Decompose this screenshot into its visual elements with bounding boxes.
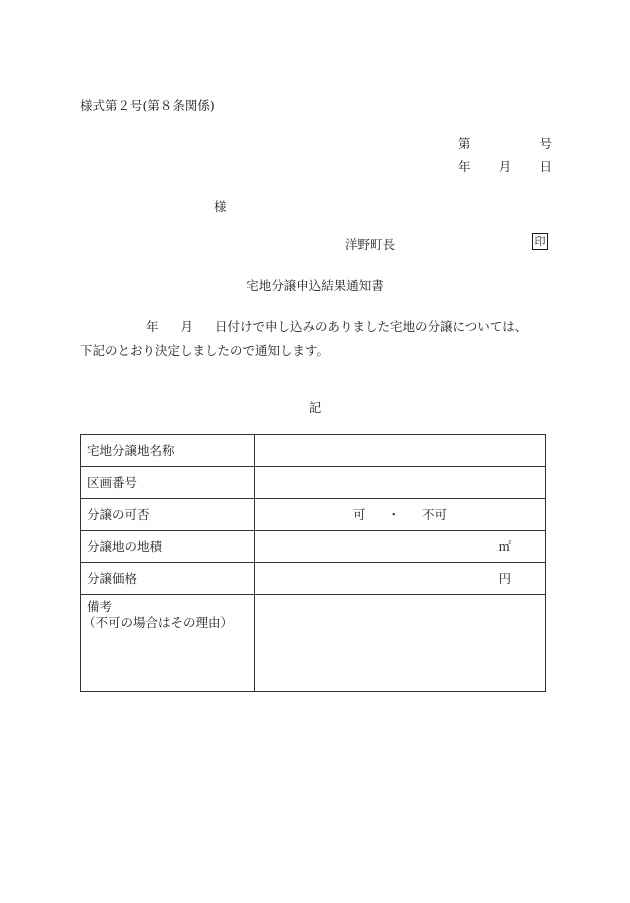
body-year: 年 — [146, 319, 159, 334]
seal-mark: 印 — [532, 233, 548, 250]
row-label-approval: 分譲の可否 — [81, 499, 255, 531]
number-prefix: 第 — [458, 136, 471, 151]
option-separator: ・ — [387, 506, 400, 522]
row-value-area[interactable] — [255, 531, 546, 563]
row-value-lot-number[interactable] — [255, 467, 546, 499]
option-approved[interactable]: 可 — [352, 506, 366, 522]
number-suffix: 号 — [539, 136, 552, 151]
date-month: 月 — [498, 159, 512, 174]
remarks-label: 備考 — [87, 599, 113, 614]
table-row — [81, 531, 546, 563]
row-value-price[interactable] — [255, 563, 546, 595]
table-row — [81, 499, 546, 531]
row-label-site-name: 宅地分譲地名称 — [81, 435, 255, 467]
row-value-remarks[interactable] — [255, 595, 546, 692]
result-table — [80, 434, 546, 692]
issuer-name: 洋野町長 — [345, 237, 396, 252]
ki-heading: 記 — [308, 400, 322, 415]
row-label-remarks — [81, 595, 255, 692]
remarks-sublabel: （不可の場合はその理由） — [83, 615, 234, 630]
area-unit: ㎡ — [498, 538, 511, 554]
body-line1-rest: 日付けで申し込みのありました宅地の分譲については、 — [215, 319, 528, 334]
row-value-approval — [255, 499, 546, 531]
price-unit: 円 — [498, 570, 511, 586]
date-year: 年 — [458, 159, 471, 174]
form-number: 様式第２号(第８条関係) — [80, 98, 215, 113]
date-day: 日 — [539, 159, 552, 174]
option-not-approved[interactable]: 不可 — [422, 506, 448, 522]
table-row — [81, 435, 546, 467]
addressee-honorific: 様 — [214, 199, 227, 214]
row-label-price: 分譲価格 — [81, 563, 255, 595]
row-value-site-name[interactable] — [255, 435, 546, 467]
issue-date-line — [458, 157, 552, 175]
table-row — [81, 563, 546, 595]
row-label-area: 分譲地の地積 — [81, 531, 255, 563]
document-title: 宅地分譲申込結果通知書 — [246, 278, 384, 293]
body-month: 月 — [180, 319, 194, 334]
document-number-line — [458, 134, 552, 152]
table-row — [81, 595, 546, 692]
body-text-line-1 — [80, 317, 527, 335]
table-row — [81, 467, 546, 499]
row-label-lot-number: 区画番号 — [81, 467, 255, 499]
body-text-line-2: 下記のとおり決定しましたので通知します。 — [80, 343, 330, 358]
